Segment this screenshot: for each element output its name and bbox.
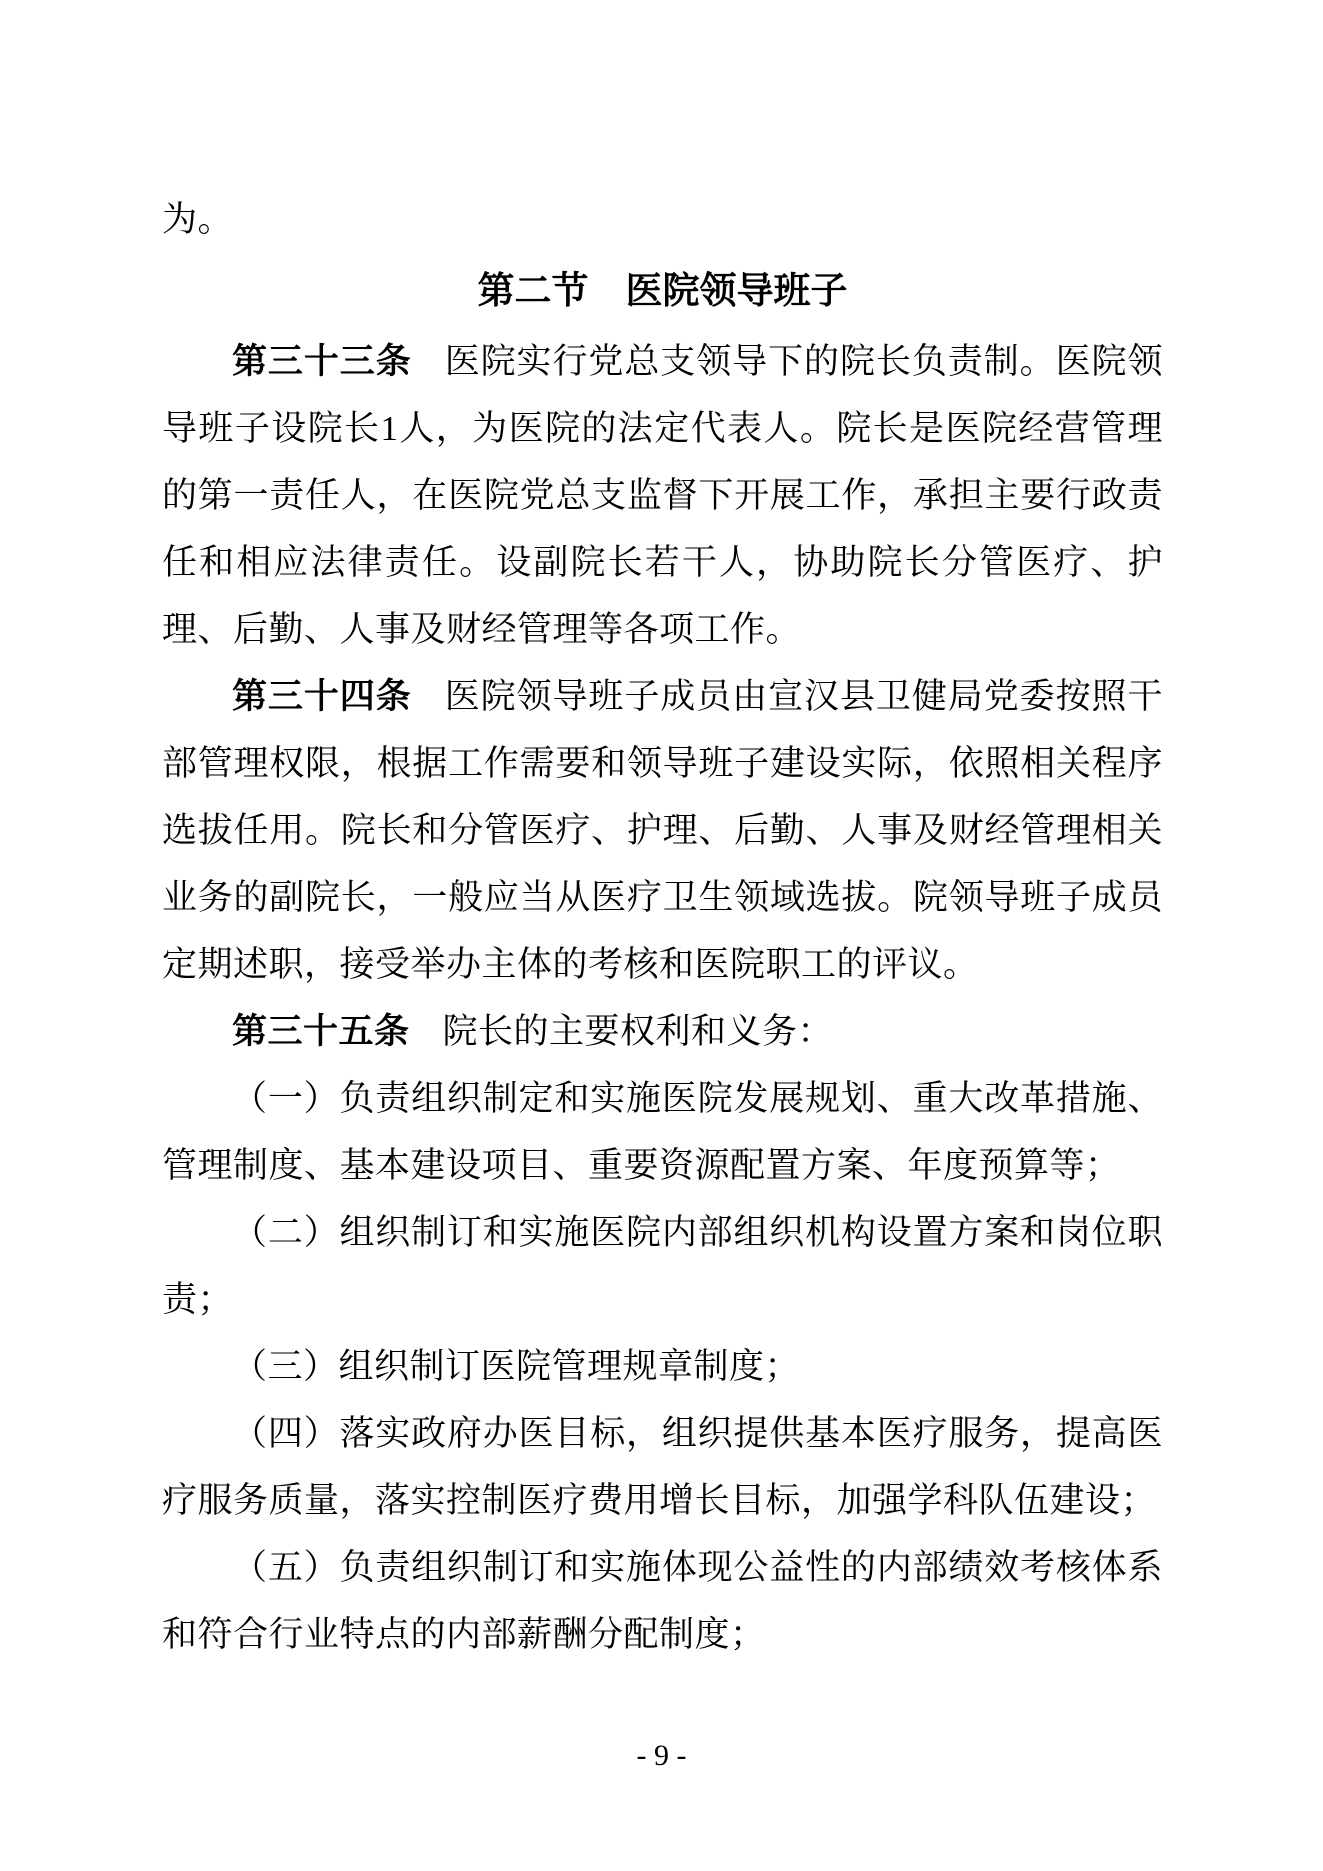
article-33-paragraph bbox=[162, 328, 1163, 663]
section-heading-text: 第二节 医院领导班子 bbox=[477, 270, 848, 311]
article-35-text: 院长的主要权利和义务： bbox=[442, 1012, 834, 1051]
duty-item-4 bbox=[162, 1400, 1163, 1534]
duty-item-4-text: （四）落实政府办医目标，组织提供基本医疗服务，提高医疗服务质量，落实控制医疗费用增长目标，加强学科队伍建设； bbox=[162, 1414, 1163, 1520]
article-34-text: 医院领导班子成员由宣汉县卫健局党委按照干部管理权限，根据工作需要和领导班子建设实际，依照相关程序选拔任用。院长和分管医疗、护理、后勤、人事及财经管理相关业务的副院长，一般应当从医疗卫生领域选拔。院领导班子成员定期述职，接受举办主体的考核和医院职工的评议。 bbox=[162, 677, 1163, 984]
article-33-label: 第三十三条 bbox=[232, 342, 412, 381]
article-35-paragraph bbox=[162, 998, 1163, 1065]
article-33-text: 医院实行党总支领导下的院长负责制。医院领导班子设院长1人，为医院的法定代表人。院长是医院经营管理的第一责任人，在医院党总支监督下开展工作，承担主要行政责任和相应法律责任。设副院长若干人，协助院长分管医疗、护理、后勤、人事及财经管理等各项工作。 bbox=[162, 342, 1163, 649]
article-34-label: 第三十四条 bbox=[232, 677, 412, 716]
article-34-paragraph bbox=[162, 663, 1163, 998]
duty-item-3-text: （三）组织制订医院管理规章制度； bbox=[232, 1347, 801, 1386]
duty-item-5 bbox=[162, 1534, 1163, 1668]
continuation-paragraph bbox=[162, 186, 1163, 253]
duty-item-1-text: （一）负责组织制定和实施医院发展规划、重大改革措施、管理制度、基本建设项目、重要资源配置方案、年度预算等； bbox=[162, 1079, 1163, 1185]
duty-item-5-text: （五）负责组织制订和实施体现公益性的内部绩效考核体系和符合行业特点的内部薪酬分配制度； bbox=[162, 1548, 1163, 1654]
page-number: - 9 - bbox=[636, 1739, 687, 1772]
duty-item-2 bbox=[162, 1199, 1163, 1333]
article-35-label: 第三十五条 bbox=[232, 1012, 410, 1051]
duty-item-3 bbox=[162, 1333, 1163, 1400]
duty-item-1 bbox=[162, 1065, 1163, 1199]
duty-item-2-text: （二）组织制订和实施医院内部组织机构设置方案和岗位职责； bbox=[162, 1213, 1163, 1319]
continuation-text: 为。 bbox=[162, 200, 234, 239]
section-heading bbox=[162, 257, 1163, 324]
